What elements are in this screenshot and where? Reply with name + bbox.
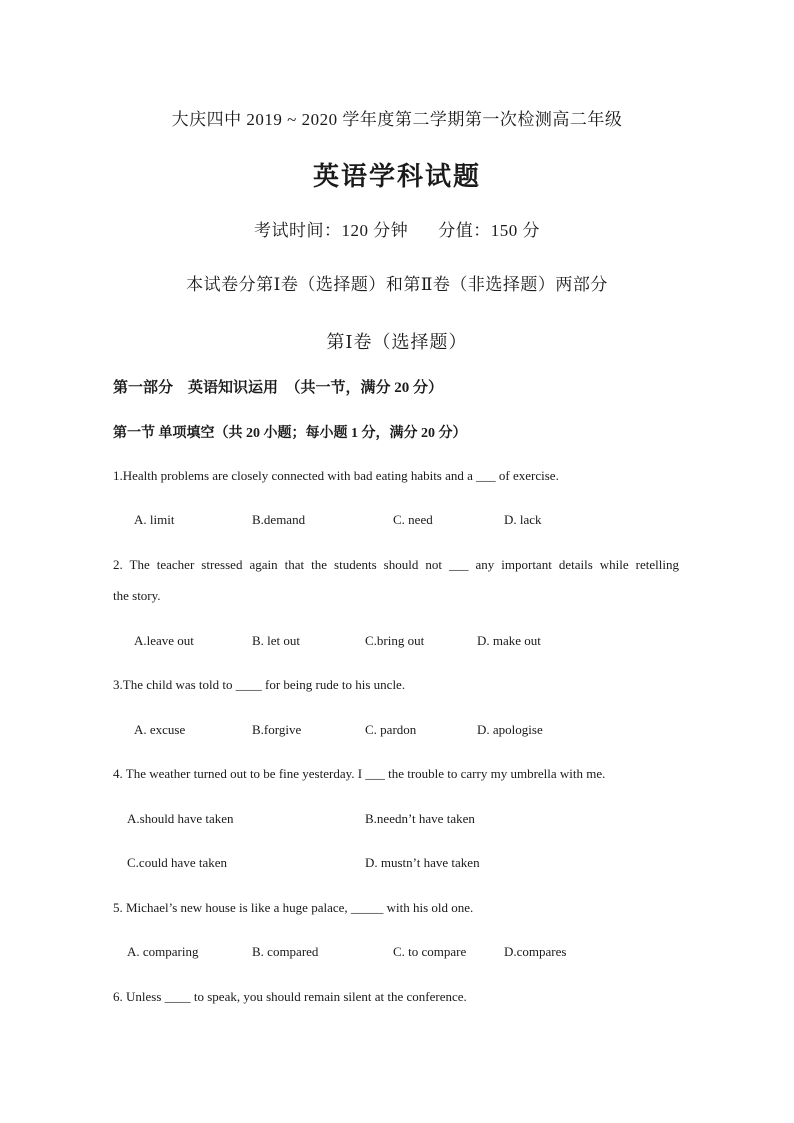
question-3-option-d: D. apologise xyxy=(477,722,543,737)
question-3-option-b: B.forgive xyxy=(252,722,302,737)
question-3-option-c: C. pardon xyxy=(365,722,417,737)
question-1-option-a: A. limit xyxy=(134,512,175,527)
section-heading: 第一节 单项填空（共 20 小题；每小题 1 分，满分 20 分） xyxy=(113,426,467,441)
question-4-option-a: A.should have taken xyxy=(127,811,234,826)
volume-heading: 第Ⅰ卷（选择题） xyxy=(326,332,468,352)
question-2-stem-line2: the story. xyxy=(113,588,161,603)
question-4-option-b: B.needn’t have taken xyxy=(365,811,475,826)
exam-time: 考试时间：120 分钟 xyxy=(254,221,409,240)
question-2-option-d: D. make out xyxy=(477,633,541,648)
question-4-option-c: C.could have taken xyxy=(127,855,227,870)
question-4-stem: 4. The weather turned out to be fine yesterday. I ___ the trouble to carry my umbrella with me. xyxy=(113,766,606,781)
question-6-stem: 6. Unless ____ to speak, you should remain silent at the conference. xyxy=(113,989,467,1004)
question-2-option-a: A.leave out xyxy=(134,633,194,648)
exam-info xyxy=(0,216,794,241)
question-5-option-c: C. to compare xyxy=(393,944,467,959)
question-3-option-a: A. excuse xyxy=(134,722,186,737)
question-5-option-a: A. comparing xyxy=(127,944,199,959)
exam-note: 本试卷分第Ⅰ卷（选择题）和第Ⅱ卷（非选择题）两部分 xyxy=(186,275,608,294)
exam-score: 分值：150 分 xyxy=(438,221,540,240)
question-5-stem: 5. Michael’s new house is like a huge palace, _____ with his old one. xyxy=(113,900,474,915)
question-2-option-b: B. let out xyxy=(252,633,301,648)
part-heading: 第一部分 英语知识运用 （共一节，满分 20 分） xyxy=(113,380,444,396)
school-line: 大庆四中 2019 ~ 2020 学年度第二学期第一次检测高二年级 xyxy=(171,110,623,129)
question-5-option-b: B. compared xyxy=(252,944,319,959)
question-3-stem: 3.The child was told to ____ for being rude to his uncle. xyxy=(113,677,406,692)
question-1-option-c: C. need xyxy=(393,512,433,527)
question-4-option-d: D. mustn’t have taken xyxy=(365,855,480,870)
question-2-option-c: C.bring out xyxy=(365,633,425,648)
question-1-option-b: B.demand xyxy=(252,512,306,527)
question-2-stem-line1: 2. The teacher stressed again that the students should not ___ any important details while retelling xyxy=(113,557,679,572)
question-1-stem: 1.Health problems are closely connected with bad eating habits and a ___ of exercise. xyxy=(113,468,559,483)
question-5-option-d: D.compares xyxy=(504,944,567,959)
question-1-option-d: D. lack xyxy=(504,512,542,527)
page-title: 英语学科试题 xyxy=(312,162,481,191)
